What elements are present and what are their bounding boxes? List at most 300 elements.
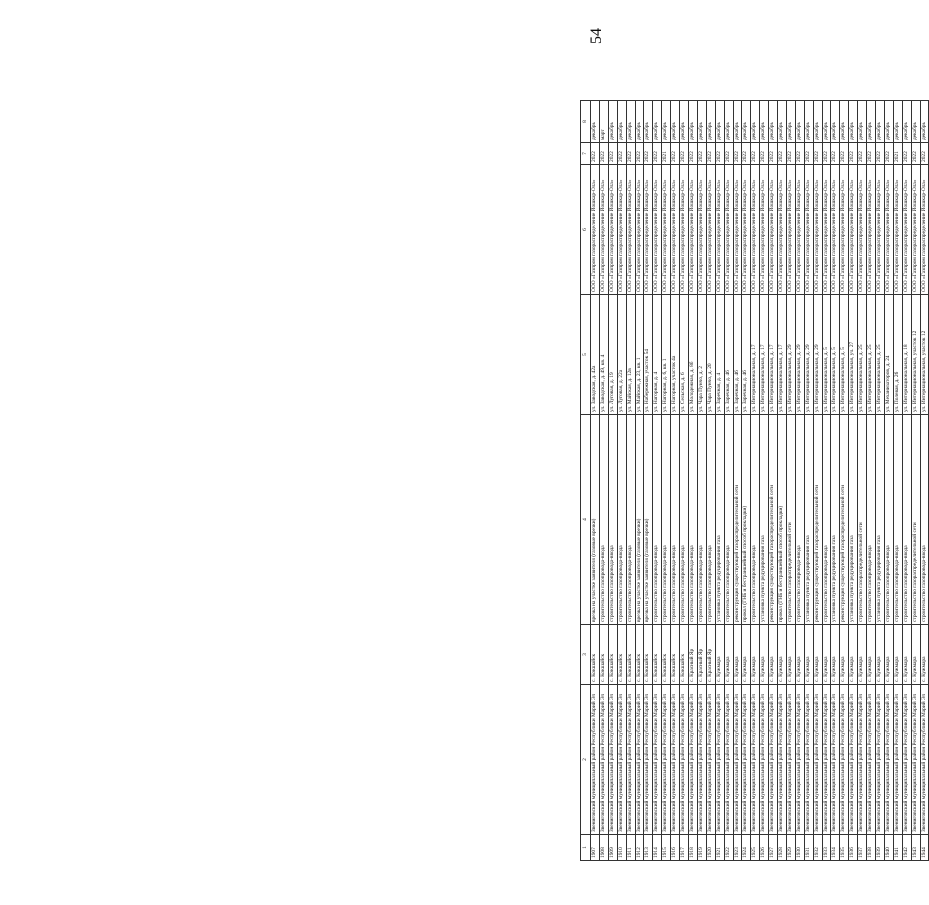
municipal-district-cell: Звениговский муниципальный район Республики Марий Эл xyxy=(849,685,858,835)
row-number-cell: 1943 xyxy=(911,835,920,861)
municipal-district-cell: Звениговский муниципальный район Республики Марий Эл xyxy=(884,685,893,835)
column-header: 8 xyxy=(581,101,591,143)
row-number-cell: 1941 xyxy=(893,835,902,861)
municipal-district-cell: Звениговский муниципальный район Республики Марий Эл xyxy=(680,685,689,835)
settlement-cell: с. Красный Яр xyxy=(688,625,697,685)
year-cell: 2022 xyxy=(653,143,662,165)
table-row xyxy=(662,101,671,861)
municipal-district-cell: Звениговский муниципальный район Республики Марий Эл xyxy=(893,685,902,835)
municipal-district-cell: Звениговский муниципальный район Республики Марий Эл xyxy=(697,685,706,835)
year-cell: 2021 xyxy=(893,143,902,165)
organization-cell: ООО «Газпром газораспределение Йошкар-Ола» xyxy=(742,165,751,295)
municipal-district-cell: Звениговский муниципальный район Республики Марий Эл xyxy=(608,685,617,835)
settlement-cell: с. Кужмара xyxy=(813,625,822,685)
settlement-cell: с. Кужмара xyxy=(822,625,831,685)
table-row xyxy=(653,101,662,861)
address-cell: ул. Интернациональная, д. 25 xyxy=(858,295,867,415)
work-type-cell: строительство газопровода-ввода xyxy=(822,415,831,625)
year-cell: 2022 xyxy=(671,143,680,165)
organization-cell: ООО «Газпром газораспределение Йошкар-Ола» xyxy=(813,165,822,295)
month-cell: декабрь xyxy=(858,101,867,143)
table-row xyxy=(724,101,733,861)
work-type-cell: строительство газопровода-ввода xyxy=(751,415,760,625)
organization-cell: ООО «Газпром газораспределение Йошкар-Ола» xyxy=(822,165,831,295)
row-number-cell: 1920 xyxy=(706,835,715,861)
organization-cell: ООО «Газпром газораспределение Йошкар-Ола» xyxy=(635,165,644,295)
year-cell: 2022 xyxy=(795,143,804,165)
work-type-cell: строительство газораспределительной сети xyxy=(786,415,795,625)
municipal-district-cell: Звениговский муниципальный район Республики Марий Эл xyxy=(626,685,635,835)
municipal-district-cell: Звениговский муниципальный район Республики Марий Эл xyxy=(920,685,929,835)
month-cell: декабрь xyxy=(893,101,902,143)
month-cell: декабрь xyxy=(724,101,733,143)
year-cell: 2021 xyxy=(662,143,671,165)
month-cell: декабрь xyxy=(760,101,769,143)
work-type-cell: реконструкция существующей газораспределительной сети xyxy=(813,415,822,625)
address-cell: ул. Чара Пунчо, д. 2 xyxy=(697,295,706,415)
row-number-cell: 1931 xyxy=(804,835,813,861)
work-type-cell: строительство газопровода-ввода xyxy=(671,415,680,625)
year-cell: 2022 xyxy=(813,143,822,165)
settlement-cell: с. Кокшайск xyxy=(653,625,662,685)
year-cell: 2022 xyxy=(617,143,626,165)
organization-cell: ООО «Газпром газораспределение Йошкар-Ола» xyxy=(769,165,778,295)
year-cell: 2022 xyxy=(831,143,840,165)
settlement-cell: с. Кужмара xyxy=(760,625,769,685)
settlement-cell: с. Кужмара xyxy=(715,625,724,685)
month-cell: декабрь xyxy=(911,101,920,143)
work-type-cell: реконструкция существующей газораспределительной сети xyxy=(840,415,849,625)
work-type-cell: врезка на участке заявителя (газовые врезки) xyxy=(591,415,600,625)
table-row xyxy=(813,101,822,861)
work-type-cell: строительство газопровода-ввода xyxy=(867,415,876,625)
year-cell: 2022 xyxy=(822,143,831,165)
address-cell: ул. Интернациональная, д. 25 xyxy=(867,295,876,415)
table-row xyxy=(742,101,751,861)
municipal-district-cell: Звениговский муниципальный район Республики Марий Эл xyxy=(795,685,804,835)
municipal-district-cell: Звениговский муниципальный район Республики Марий Эл xyxy=(653,685,662,835)
organization-cell: ООО «Газпром газораспределение Йошкар-Ола» xyxy=(760,165,769,295)
work-type-cell: установка пункта редуцирования газа xyxy=(876,415,885,625)
table-row xyxy=(902,101,911,861)
municipal-district-cell: Звениговский муниципальный район Республики Марий Эл xyxy=(831,685,840,835)
work-type-cell: строительство газопровода-ввода xyxy=(893,415,902,625)
table-row xyxy=(840,101,849,861)
table-row xyxy=(671,101,680,861)
work-type-cell: строительство газопровода-ввода xyxy=(795,415,804,625)
settlement-cell: с. Кужмара xyxy=(724,625,733,685)
month-cell: декабрь xyxy=(733,101,742,143)
settlement-cell: с. Кужмара xyxy=(911,625,920,685)
table-row xyxy=(644,101,653,861)
address-cell: ул. Интернациональная, д. 29 xyxy=(786,295,795,415)
table-row xyxy=(751,101,760,861)
month-cell: декабрь xyxy=(680,101,689,143)
organization-cell: ООО «Газпром газораспределение Йошкар-Ола» xyxy=(644,165,653,295)
year-cell: 2022 xyxy=(706,143,715,165)
work-type-cell: установка пункта редуцирования газа xyxy=(715,415,724,625)
table-row xyxy=(778,101,787,861)
table-row xyxy=(867,101,876,861)
address-cell: ул. Заводская, д. 42а xyxy=(591,295,600,415)
table-row xyxy=(858,101,867,861)
month-cell: декабрь xyxy=(876,101,885,143)
settlement-cell: с. Кокшайск xyxy=(617,625,626,685)
row-number-cell: 1926 xyxy=(760,835,769,861)
table-row xyxy=(831,101,840,861)
column-header: 6 xyxy=(581,165,591,295)
address-cell: ул. Интернациональная, д. 5 xyxy=(840,295,849,415)
municipal-district-cell: Звениговский муниципальный район Республики Марий Эл xyxy=(778,685,787,835)
row-number-cell: 1924 xyxy=(742,835,751,861)
month-cell: декабрь xyxy=(635,101,644,143)
year-cell: 2022 xyxy=(697,143,706,165)
schedule-table-container xyxy=(580,101,929,861)
settlement-cell: с. Кужмара xyxy=(876,625,885,685)
year-cell: 2022 xyxy=(786,143,795,165)
row-number-cell: 1940 xyxy=(884,835,893,861)
row-number-cell: 1938 xyxy=(867,835,876,861)
month-cell: декабрь xyxy=(813,101,822,143)
organization-cell: ООО «Газпром газораспределение Йошкар-Ола» xyxy=(778,165,787,295)
organization-cell: ООО «Газпром газораспределение Йошкар-Ола» xyxy=(804,165,813,295)
organization-cell: ООО «Газпром газораспределение Йошкар-Ола» xyxy=(626,165,635,295)
work-type-cell: строительство газопровода-ввода xyxy=(680,415,689,625)
row-number-cell: 1917 xyxy=(680,835,689,861)
row-number-cell: 1932 xyxy=(813,835,822,861)
table-row xyxy=(884,101,893,861)
address-cell: ул. Интернациональная, д. 18 xyxy=(902,295,911,415)
address-cell: ул. Интернациональная, участок 12 xyxy=(911,295,920,415)
row-number-cell: 1934 xyxy=(831,835,840,861)
organization-cell: ООО «Газпром газораспределение Йошкар-Ола» xyxy=(688,165,697,295)
settlement-cell: с. Кужмара xyxy=(893,625,902,685)
table-row xyxy=(786,101,795,861)
work-type-cell: строительство газопровода-ввода xyxy=(920,415,929,625)
address-cell: ул. Интернациональная, д. 5 xyxy=(822,295,831,415)
row-number-cell: 1921 xyxy=(715,835,724,861)
municipal-district-cell: Звениговский муниципальный район Республики Марий Эл xyxy=(840,685,849,835)
row-number-cell: 1939 xyxy=(876,835,885,861)
settlement-cell: с. Кужмара xyxy=(920,625,929,685)
settlement-cell: с. Кужмара xyxy=(858,625,867,685)
month-cell: декабрь xyxy=(769,101,778,143)
address-cell: ул. Механизаторов, д. 24 xyxy=(884,295,893,415)
table-row xyxy=(635,101,644,861)
address-cell: ул. Интернациональная, д. 17 xyxy=(769,295,778,415)
month-cell: декабрь xyxy=(706,101,715,143)
year-cell: 2022 xyxy=(608,143,617,165)
organization-cell: ООО «Газпром газораспределение Йошкар-Ола» xyxy=(697,165,706,295)
settlement-cell: с. Красный Яр xyxy=(706,625,715,685)
table-row xyxy=(920,101,929,861)
settlement-cell: с. Кокшайск xyxy=(591,625,600,685)
year-cell: 2022 xyxy=(635,143,644,165)
table-row xyxy=(876,101,885,861)
work-type-cell: врезка на участке заявителя (газовые врезки) xyxy=(644,415,653,625)
municipal-district-cell: Звениговский муниципальный район Республики Марий Эл xyxy=(822,685,831,835)
address-cell: ул. Интернациональная, участок 12 xyxy=(920,295,929,415)
table-row xyxy=(733,101,742,861)
work-type-cell: строительство газораспределительной сети xyxy=(858,415,867,625)
organization-cell: ООО «Газпром газораспределение Йошкар-Ола» xyxy=(795,165,804,295)
address-cell: ул. Интернациональная, уч. 27 xyxy=(849,295,858,415)
year-cell: 2022 xyxy=(876,143,885,165)
work-type-cell: врезка на участке заявителя (газовые врезки) xyxy=(635,415,644,625)
work-type-cell: строительство газопровода-ввода xyxy=(599,415,608,625)
municipal-district-cell: Звениговский муниципальный район Республики Марий Эл xyxy=(786,685,795,835)
month-cell: декабрь xyxy=(626,101,635,143)
column-header: 3 xyxy=(581,625,591,685)
settlement-cell: с. Кужмара xyxy=(769,625,778,685)
table-row xyxy=(760,101,769,861)
year-cell: 2022 xyxy=(760,143,769,165)
table-row xyxy=(688,101,697,861)
work-type-cell: прокол (ГНБ и бестраншейный способ прокладки) xyxy=(778,415,787,625)
column-header: 7 xyxy=(581,143,591,165)
work-type-cell: установка пункта редуцирования газа xyxy=(849,415,858,625)
organization-cell: ООО «Газпром газораспределение Йошкар-Ола» xyxy=(662,165,671,295)
municipal-district-cell: Звениговский муниципальный район Республики Марий Эл xyxy=(769,685,778,835)
settlement-cell: с. Кокшайск xyxy=(662,625,671,685)
year-cell: 2022 xyxy=(688,143,697,165)
organization-cell: ООО «Газпром газораспределение Йошкар-Ола» xyxy=(867,165,876,295)
address-cell: ул. Интернациональная, д. 25 xyxy=(876,295,885,415)
month-cell: декабрь xyxy=(688,101,697,143)
organization-cell: ООО «Газпром газораспределение Йошкар-Ола» xyxy=(680,165,689,295)
settlement-cell: с. Кужмара xyxy=(804,625,813,685)
table-row xyxy=(822,101,831,861)
month-cell: декабрь xyxy=(822,101,831,143)
address-cell: ул. Заречная, д. 46 xyxy=(724,295,733,415)
row-number-cell: 1930 xyxy=(795,835,804,861)
row-number-cell: 1937 xyxy=(858,835,867,861)
table-row xyxy=(680,101,689,861)
settlement-cell: с. Кокшайск xyxy=(644,625,653,685)
work-type-cell: строительство газопровода-ввода xyxy=(884,415,893,625)
month-cell: декабрь xyxy=(804,101,813,143)
settlement-cell: с. Кокшайск xyxy=(608,625,617,685)
settlement-cell: с. Кужмара xyxy=(733,625,742,685)
row-number-cell: 1936 xyxy=(849,835,858,861)
year-cell: 2022 xyxy=(858,143,867,165)
organization-cell: ООО «Газпром газораспределение Йошкар-Ола» xyxy=(786,165,795,295)
settlement-cell: с. Кокшайск xyxy=(599,625,608,685)
year-cell: 2022 xyxy=(751,143,760,165)
year-cell: 2022 xyxy=(715,143,724,165)
year-cell: 2022 xyxy=(599,143,608,165)
municipal-district-cell: Звениговский муниципальный район Республики Марий Эл xyxy=(867,685,876,835)
municipal-district-cell: Звениговский муниципальный район Республики Марий Эл xyxy=(813,685,822,835)
row-number-cell: 1907 xyxy=(591,835,600,861)
year-cell: 2022 xyxy=(849,143,858,165)
year-cell: 2022 xyxy=(626,143,635,165)
address-cell: ул. Интернациональная, д. 5 xyxy=(831,295,840,415)
row-number-cell: 1922 xyxy=(724,835,733,861)
work-type-cell: установка пункта редуцирования газа xyxy=(804,415,813,625)
month-cell: декабрь xyxy=(715,101,724,143)
row-number-cell: 1927 xyxy=(769,835,778,861)
settlement-cell: с. Кужмара xyxy=(902,625,911,685)
table-row xyxy=(608,101,617,861)
month-cell: декабрь xyxy=(840,101,849,143)
table-row xyxy=(706,101,715,861)
settlement-cell: с. Кужмара xyxy=(751,625,760,685)
municipal-district-cell: Звениговский муниципальный район Республики Марий Эл xyxy=(724,685,733,835)
organization-cell: ООО «Газпром газораспределение Йошкар-Ола» xyxy=(671,165,680,295)
address-cell: ул. Интернациональная, д. 29 xyxy=(804,295,813,415)
page-number: 54 xyxy=(588,28,605,44)
month-cell: декабрь xyxy=(671,101,680,143)
row-number-cell: 1908 xyxy=(599,835,608,861)
settlement-cell: с. Красный Яр xyxy=(697,625,706,685)
month-cell: декабрь xyxy=(644,101,653,143)
month-cell: декабрь xyxy=(591,101,600,143)
municipal-district-cell: Звениговский муниципальный район Республики Марий Эл xyxy=(715,685,724,835)
month-cell: декабрь xyxy=(608,101,617,143)
year-cell: 2022 xyxy=(884,143,893,165)
organization-cell: ООО «Газпром газораспределение Йошкар-Ола» xyxy=(884,165,893,295)
table-row xyxy=(626,101,635,861)
column-header: 2 xyxy=(581,685,591,835)
address-cell: ул. Интернациональная, д. 17 xyxy=(760,295,769,415)
table-row xyxy=(697,101,706,861)
work-type-cell: строительство газопровода-ввода xyxy=(688,415,697,625)
municipal-district-cell: Звениговский муниципальный район Республики Марий Эл xyxy=(751,685,760,835)
municipal-district-cell: Звениговский муниципальный район Республики Марий Эл xyxy=(902,685,911,835)
organization-cell: ООО «Газпром газораспределение Йошкар-Ола» xyxy=(911,165,920,295)
work-type-cell: строительство газопровода-ввода xyxy=(662,415,671,625)
row-number-cell: 1925 xyxy=(751,835,760,861)
organization-cell: ООО «Газпром газораспределение Йошкар-Ола» xyxy=(599,165,608,295)
work-type-cell: строительство газопровода-ввода xyxy=(626,415,635,625)
settlement-cell: с. Кужмара xyxy=(778,625,787,685)
municipal-district-cell: Звениговский муниципальный район Республики Марий Эл xyxy=(599,685,608,835)
settlement-cell: с. Кужмара xyxy=(831,625,840,685)
year-cell: 2022 xyxy=(902,143,911,165)
month-cell: декабрь xyxy=(795,101,804,143)
year-cell: 2022 xyxy=(591,143,600,165)
year-cell: 2022 xyxy=(911,143,920,165)
year-cell: 2022 xyxy=(769,143,778,165)
row-number-cell: 1914 xyxy=(653,835,662,861)
column-header: 5 xyxy=(581,295,591,415)
municipal-district-cell: Звениговский муниципальный район Республики Марий Эл xyxy=(591,685,600,835)
settlement-cell: с. Кокшайск xyxy=(671,625,680,685)
settlement-cell: с. Кужмара xyxy=(840,625,849,685)
address-cell: ул. Чара Пунчо, д. 20 xyxy=(706,295,715,415)
settlement-cell: с. Кокшайск xyxy=(626,625,635,685)
table-row xyxy=(795,101,804,861)
table-header-row xyxy=(581,101,591,861)
organization-cell: ООО «Газпром газораспределение Йошкар-Ола» xyxy=(653,165,662,295)
organization-cell: ООО «Газпром газораспределение Йошкар-Ола» xyxy=(893,165,902,295)
address-cell: ул. Нагорная, участок 4а xyxy=(671,295,680,415)
address-cell: ул. Майская, д. 23, кв. 1 xyxy=(635,295,644,415)
month-cell: декабрь xyxy=(849,101,858,143)
row-number-cell: 1929 xyxy=(786,835,795,861)
month-cell: декабрь xyxy=(902,101,911,143)
settlement-cell: с. Кокшайск xyxy=(635,625,644,685)
table-row xyxy=(715,101,724,861)
address-cell: ул. Сельская, д. 6 xyxy=(680,295,689,415)
row-number-cell: 1910 xyxy=(617,835,626,861)
row-number-cell: 1912 xyxy=(635,835,644,861)
address-cell: ул. Луговая, д. 22а xyxy=(617,295,626,415)
settlement-cell: с. Кужмара xyxy=(786,625,795,685)
table-row xyxy=(591,101,600,861)
month-cell: декабрь xyxy=(831,101,840,143)
year-cell: 2022 xyxy=(733,143,742,165)
municipal-district-cell: Звениговский муниципальный район Республики Марий Эл xyxy=(706,685,715,835)
address-cell: ул. Заводская, д. 49, кв. 4 xyxy=(599,295,608,415)
organization-cell: ООО «Газпром газораспределение Йошкар-Ола» xyxy=(849,165,858,295)
year-cell: 2022 xyxy=(920,143,929,165)
municipal-district-cell: Звениговский муниципальный район Республики Марий Эл xyxy=(760,685,769,835)
row-number-cell: 1916 xyxy=(671,835,680,861)
municipal-district-cell: Звениговский муниципальный район Республики Марий Эл xyxy=(858,685,867,835)
row-number-cell: 1935 xyxy=(840,835,849,861)
address-cell: ул. Заречная, д. 46 xyxy=(742,295,751,415)
work-type-cell: установка пункта редуцирования газа xyxy=(831,415,840,625)
municipal-district-cell: Звениговский муниципальный район Республики Марий Эл xyxy=(804,685,813,835)
address-cell: ул. Молодежная, д. 8б xyxy=(688,295,697,415)
work-type-cell: строительство газопровода-ввода xyxy=(653,415,662,625)
address-cell: ул. Заречная, д. 46 xyxy=(733,295,742,415)
settlement-cell: с. Кужмара xyxy=(867,625,876,685)
municipal-district-cell: Звениговский муниципальный район Республики Марий Эл xyxy=(876,685,885,835)
settlement-cell: с. Кужмара xyxy=(742,625,751,685)
settlement-cell: с. Кужмара xyxy=(884,625,893,685)
organization-cell: ООО «Газпром газораспределение Йошкар-Ола» xyxy=(902,165,911,295)
municipal-district-cell: Звениговский муниципальный район Республики Марий Эл xyxy=(617,685,626,835)
row-number-cell: 1915 xyxy=(662,835,671,861)
work-type-cell: строительство газопровода-ввода xyxy=(724,415,733,625)
settlement-cell: с. Кокшайск xyxy=(680,625,689,685)
organization-cell: ООО «Газпром газораспределение Йошкар-Ола» xyxy=(724,165,733,295)
row-number-cell: 1928 xyxy=(778,835,787,861)
row-number-cell: 1933 xyxy=(822,835,831,861)
work-type-cell: строительство газопровода-ввода xyxy=(608,415,617,625)
month-cell: декабрь xyxy=(920,101,929,143)
year-cell: 2022 xyxy=(644,143,653,165)
month-cell: декабрь xyxy=(884,101,893,143)
table-row xyxy=(617,101,626,861)
year-cell: 2022 xyxy=(867,143,876,165)
address-cell: ул. Заречная, д. 4 xyxy=(715,295,724,415)
organization-cell: ООО «Газпром газораспределение Йошкар-Ола» xyxy=(831,165,840,295)
year-cell: 2022 xyxy=(804,143,813,165)
municipal-district-cell: Звениговский муниципальный район Республики Марий Эл xyxy=(742,685,751,835)
municipal-district-cell: Звениговский муниципальный район Республики Марий Эл xyxy=(671,685,680,835)
municipal-district-cell: Звениговский муниципальный район Республики Марий Эл xyxy=(662,685,671,835)
table-row xyxy=(599,101,608,861)
municipal-district-cell: Звениговский муниципальный район Республики Марий Эл xyxy=(644,685,653,835)
row-number-cell: 1923 xyxy=(733,835,742,861)
year-cell: 2022 xyxy=(680,143,689,165)
table-row xyxy=(911,101,920,861)
address-cell: ул. Нагорная, д. 6, кв. 1 xyxy=(662,295,671,415)
year-cell: 2022 xyxy=(742,143,751,165)
municipal-district-cell: Звениговский муниципальный район Республики Марий Эл xyxy=(635,685,644,835)
month-cell: декабрь xyxy=(662,101,671,143)
row-number-cell: 1918 xyxy=(688,835,697,861)
organization-cell: ООО «Газпром газораспределение Йошкар-Ола» xyxy=(876,165,885,295)
work-type-cell: реконструкция существующей газораспределительной сети xyxy=(733,415,742,625)
organization-cell: ООО «Газпром газораспределение Йошкар-Ола» xyxy=(858,165,867,295)
work-type-cell: строительство газопровода-ввода xyxy=(697,415,706,625)
table-body xyxy=(591,101,929,861)
